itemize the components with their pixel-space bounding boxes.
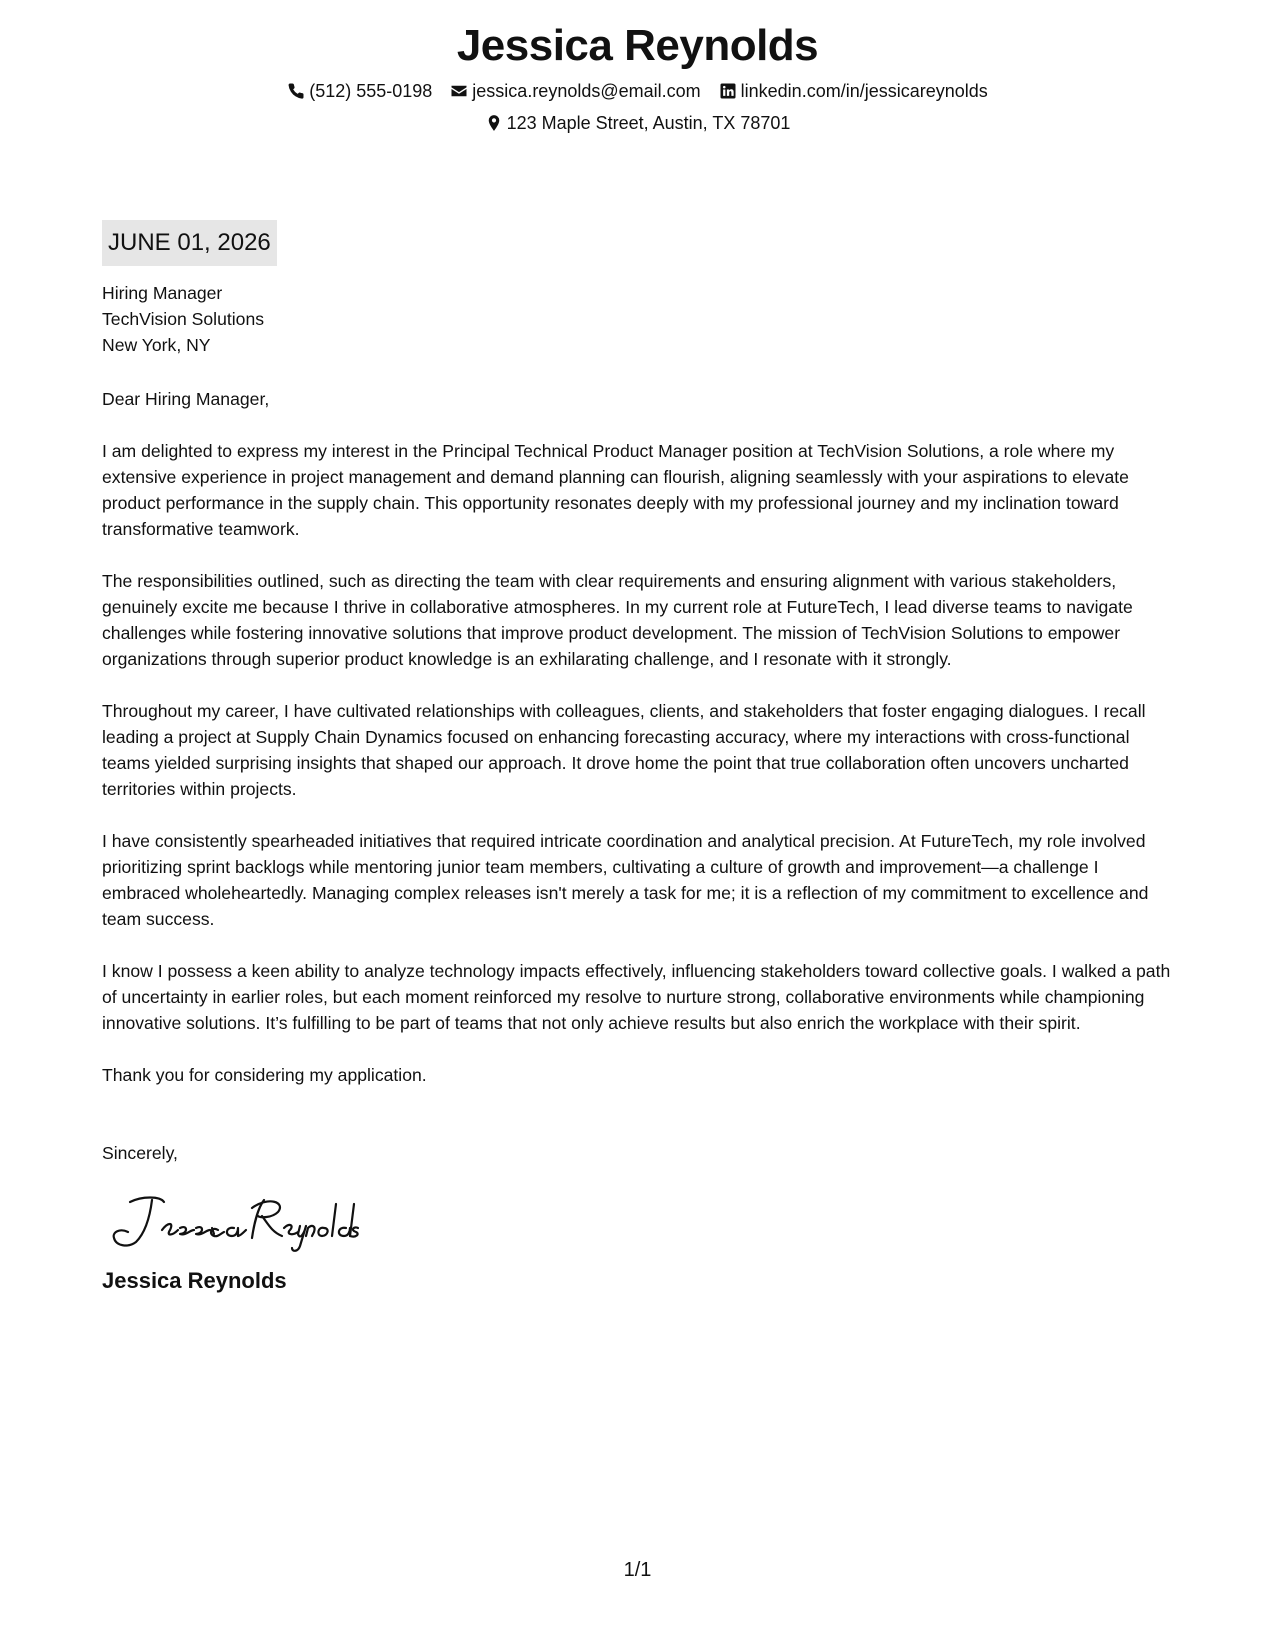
signoff: Sincerely,: [102, 1143, 178, 1163]
contact-linkedin: [719, 78, 988, 104]
email-text: jessica.reynolds@email.com: [472, 81, 701, 101]
salutation: Dear Hiring Manager,: [102, 389, 270, 409]
page-number: 1/1: [623, 1559, 652, 1581]
applicant-name-heading: Jessica Reynolds: [456, 21, 819, 70]
letter-header: [0, 18, 1275, 136]
signed-name: Jessica Reynolds: [102, 1268, 287, 1293]
recipient-location: New York, NY: [102, 335, 211, 355]
address-text: 123 Maple Street, Austin, TX 78701: [506, 113, 791, 133]
closing-line: Thank you for considering my application.: [102, 1065, 427, 1085]
handwritten-signature: [102, 1188, 362, 1258]
phone-icon: [287, 82, 305, 100]
recipient-company: TechVision Solutions: [102, 309, 265, 329]
body-paragraph-1: I am delighted to express my interest in the Principal Technical Product Manager position at TechVision Solutions, a role where my extensive experience in project management and demand planning can flourish, aligning seamlessly with your aspirations to elevate product performance in the supply chain. This opportunity resonates deeply with my professional journey and my inclination toward transformative teamwork.: [102, 441, 1129, 539]
recipient-block: [102, 280, 1174, 358]
phone-text: (512) 555-0198: [309, 81, 433, 101]
body-paragraph-4: I have consistently spearheaded initiatives that required intricate coordination and analytical precision. At FutureTech, my role involved prioritizing sprint backlogs while mentoring junior team members, cultivating a culture of growth and improvement—a challenge I embraced wholeheartedly. Managing complex releases isn't merely a task for me; it is a reflection of my commitment to excellence and team success.: [102, 831, 1149, 929]
contact-address: [485, 110, 791, 136]
envelope-icon: [450, 82, 468, 100]
map-marker-icon: [485, 114, 503, 132]
recipient-title: Hiring Manager: [102, 283, 223, 303]
contact-phone: [287, 78, 432, 104]
linkedin-text: linkedin.com/in/jessicareynolds: [740, 81, 988, 101]
contact-email: [450, 78, 700, 104]
letter-date: JUNE 01, 2026: [102, 220, 277, 266]
letter-body: [102, 220, 1174, 1296]
body-paragraph-5: I know I possess a keen ability to analyze technology impacts effectively, influencing stakeholders toward collective goals. I walked a path of uncertainty in earlier roles, but each moment reinforced my resolve to nurture strong, collaborative environments while championing innovative solutions. It’s fulfilling to be part of teams that not only achieve results but also enrich the workplace with their spirit.: [102, 961, 1171, 1033]
linkedin-icon: [719, 82, 737, 100]
body-paragraph-2: The responsibilities outlined, such as directing the team with clear requirements and ensuring alignment with various stakeholders, genuinely excite me because I thrive in collaborative atmospheres. In my current role at FutureTech, I lead diverse teams to navigate challenges while fostering innovative solutions that improve product development. The mission of TechVision Solutions to empower organizations through superior product knowledge is an exhilarating challenge, and I resonate with it strongly.: [102, 571, 1133, 669]
address-row: [0, 110, 1275, 136]
body-paragraph-3: Throughout my career, I have cultivated relationships with colleagues, clients, and stakeholders that foster engaging dialogues. I recall leading a project at Supply Chain Dynamics focused on enhancing forecasting accuracy, where my interactions with cross-functional teams yielded surprising insights that shaped our approach. It drove home the point that true collaboration often uncovers uncharted territories within projects.: [102, 701, 1146, 799]
contact-row: [0, 78, 1275, 104]
